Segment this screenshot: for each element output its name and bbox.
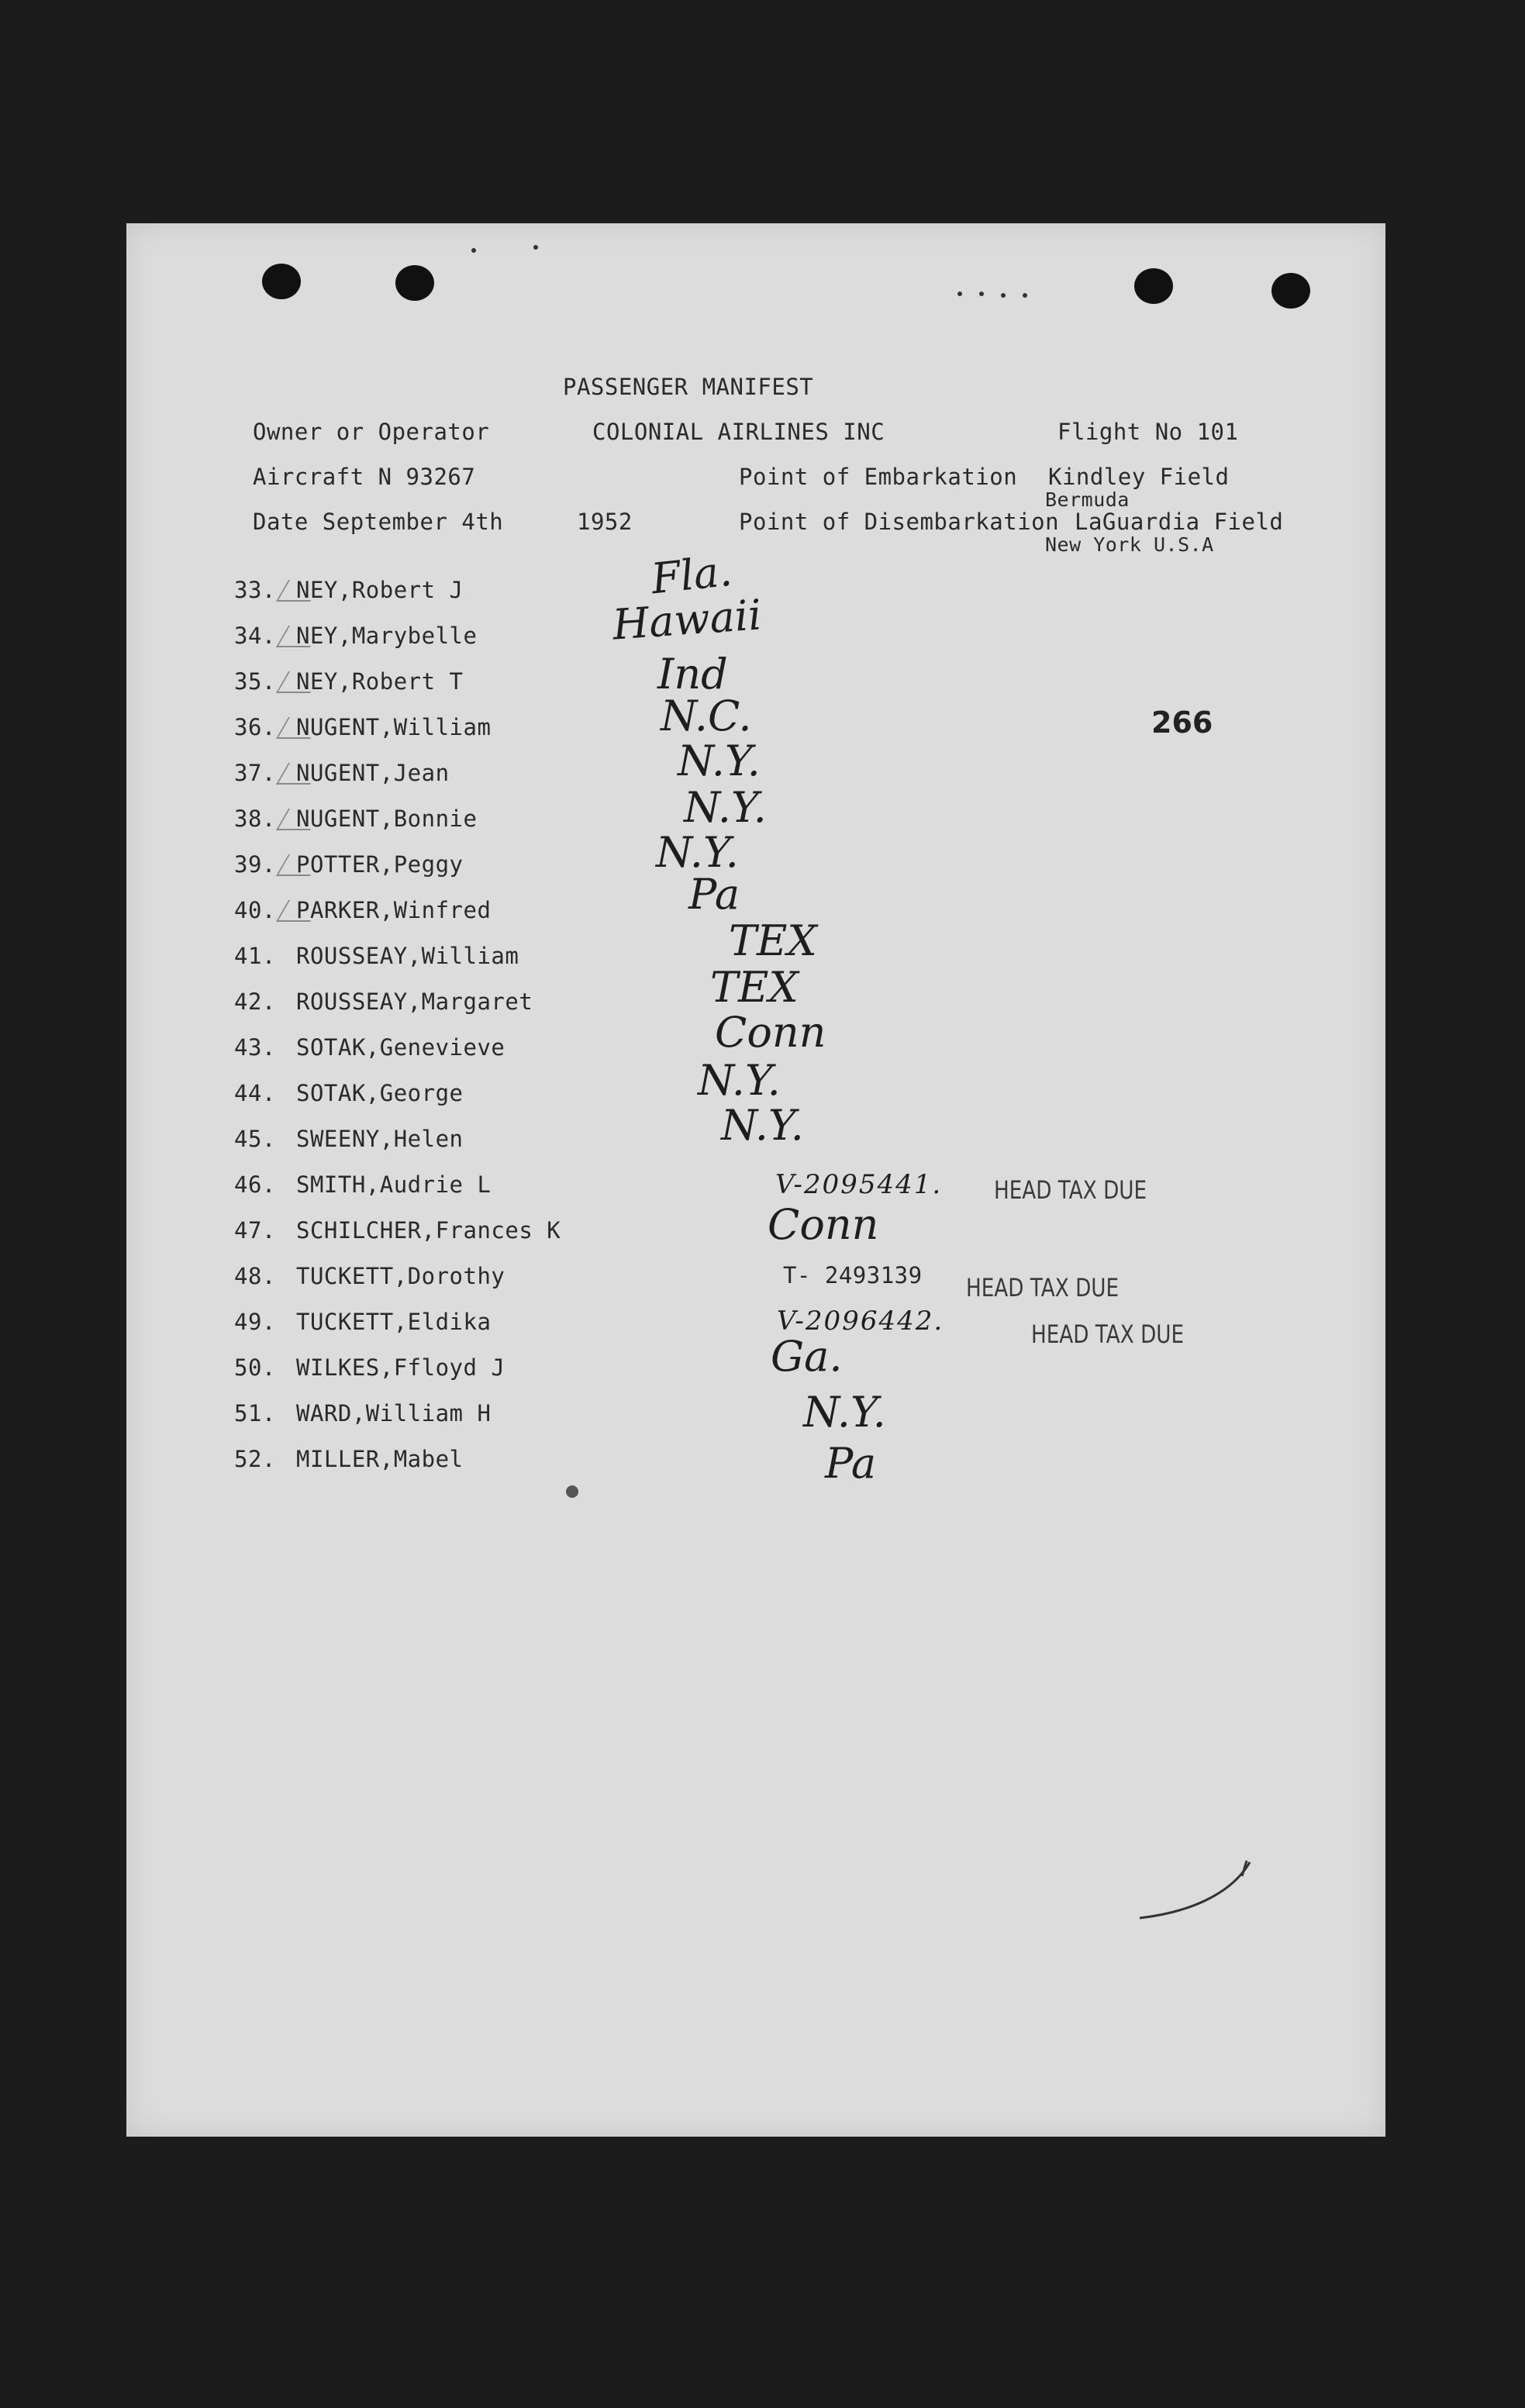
row-number: 52. — [234, 1446, 276, 1472]
row-number: 46. — [234, 1171, 276, 1198]
embark-label: Point of Embarkation — [739, 464, 1018, 490]
row-number: 42. — [234, 988, 276, 1015]
passenger-name: NEY,Marybelle — [296, 623, 478, 649]
embark-value-2: Bermuda — [1045, 488, 1130, 511]
handwritten-note: TEX — [710, 963, 799, 1012]
handwritten-note: N.Y. — [721, 1101, 804, 1150]
speck — [1001, 293, 1006, 298]
row-number: 34. — [234, 623, 276, 649]
speck — [533, 245, 538, 250]
passenger-name: NUGENT,Bonnie — [296, 806, 478, 832]
row-number: 51. — [234, 1400, 276, 1427]
row-number: 47. — [234, 1217, 276, 1244]
row-number: 41. — [234, 943, 276, 969]
head-tax-stamp: HEAD TAX DUE — [1031, 1320, 1185, 1349]
aircraft: Aircraft N 93267 — [253, 464, 476, 490]
speck — [979, 292, 984, 296]
manifest-title: PASSENGER MANIFEST — [563, 374, 814, 400]
punch-hole-2 — [395, 265, 434, 301]
passenger-name: ROUSSEAY,William — [296, 943, 519, 969]
handwritten-note: Conn — [715, 1008, 826, 1057]
row-number: 40. — [234, 897, 276, 923]
disembark-label: Point of Disembarkation — [739, 509, 1060, 535]
disembark-value: LaGuardia Field — [1075, 509, 1284, 535]
handwritten-note: Fla. — [648, 546, 735, 604]
passenger-name: SOTAK,Genevieve — [296, 1034, 505, 1061]
passenger-name: SMITH,Audrie L — [296, 1171, 492, 1198]
handwritten-note: Ind — [657, 650, 728, 699]
handwritten-note: T- 2493139 — [783, 1262, 923, 1289]
passenger-name: NUGENT,Jean — [296, 760, 450, 786]
head-tax-stamp: HEAD TAX DUE — [966, 1273, 1120, 1302]
passenger-name: TUCKETT,Eldika — [296, 1309, 492, 1335]
row-number: 33. — [234, 577, 276, 603]
row-number: 38. — [234, 806, 276, 832]
passenger-name: TUCKETT,Dorothy — [296, 1263, 505, 1289]
embark-value: Kindley Field — [1048, 464, 1230, 490]
row-number: 36. — [234, 714, 276, 740]
handwritten-note: V-2096442. — [777, 1306, 944, 1337]
page-number: 266 — [1151, 705, 1213, 740]
passenger-name: NUGENT,William — [296, 714, 492, 740]
head-tax-stamp: HEAD TAX DUE — [994, 1175, 1147, 1205]
passenger-name: SOTAK,George — [296, 1080, 464, 1106]
passenger-name: NEY,Robert T — [296, 668, 464, 695]
disembark-value-2: New York U.S.A — [1045, 533, 1214, 556]
speck — [957, 292, 962, 296]
passenger-name: POTTER,Peggy — [296, 851, 464, 878]
row-number: 50. — [234, 1354, 276, 1381]
handwritten-note: Pa — [825, 1439, 877, 1488]
year: 1952 — [577, 509, 633, 535]
owner-value: COLONIAL AIRLINES INC — [592, 419, 885, 445]
row-number: 37. — [234, 760, 276, 786]
handwritten-note: Ga. — [771, 1332, 843, 1381]
handwritten-note: N.Y. — [678, 737, 761, 785]
row-number: 48. — [234, 1263, 276, 1289]
handwritten-note: Hawaii — [611, 590, 764, 650]
handwritten-note: Conn — [768, 1200, 879, 1249]
handwritten-note: N.Y. — [656, 828, 739, 877]
date: Date September 4th — [253, 509, 504, 535]
row-number: 43. — [234, 1034, 276, 1061]
handwritten-note: TEX — [729, 916, 817, 965]
row-number: 35. — [234, 668, 276, 695]
row-number: 49. — [234, 1309, 276, 1335]
passenger-name: ROUSSEAY,Margaret — [296, 988, 533, 1015]
passenger-name: SCHILCHER,Frances K — [296, 1217, 561, 1244]
handwritten-note: V-2095441. — [775, 1169, 943, 1200]
row-number: 45. — [234, 1126, 276, 1152]
handwritten-note: N.Y. — [803, 1388, 886, 1437]
passenger-name: SWEENY,Helen — [296, 1126, 464, 1152]
passenger-name: WARD,William H — [296, 1400, 492, 1427]
owner-label: Owner or Operator — [253, 419, 490, 445]
passenger-name: WILKES,Ffloyd J — [296, 1354, 505, 1381]
speck — [471, 248, 476, 253]
punch-hole-4 — [1271, 273, 1310, 309]
passenger-name: PARKER,Winfred — [296, 897, 492, 923]
row-number: 39. — [234, 851, 276, 878]
row-number: 44. — [234, 1080, 276, 1106]
flight-number: Flight No 101 — [1057, 419, 1239, 445]
speck — [1023, 293, 1027, 298]
handwritten-note: N.Y. — [684, 783, 767, 832]
handwritten-note: Pa — [688, 870, 740, 919]
handwritten-note: N.C. — [661, 692, 752, 740]
passenger-name: MILLER,Mabel — [296, 1446, 464, 1472]
punch-hole-3 — [1134, 268, 1173, 304]
handwritten-note: N.Y. — [698, 1056, 781, 1105]
passenger-name: NEY,Robert J — [296, 577, 464, 603]
punch-hole-1 — [262, 264, 301, 299]
